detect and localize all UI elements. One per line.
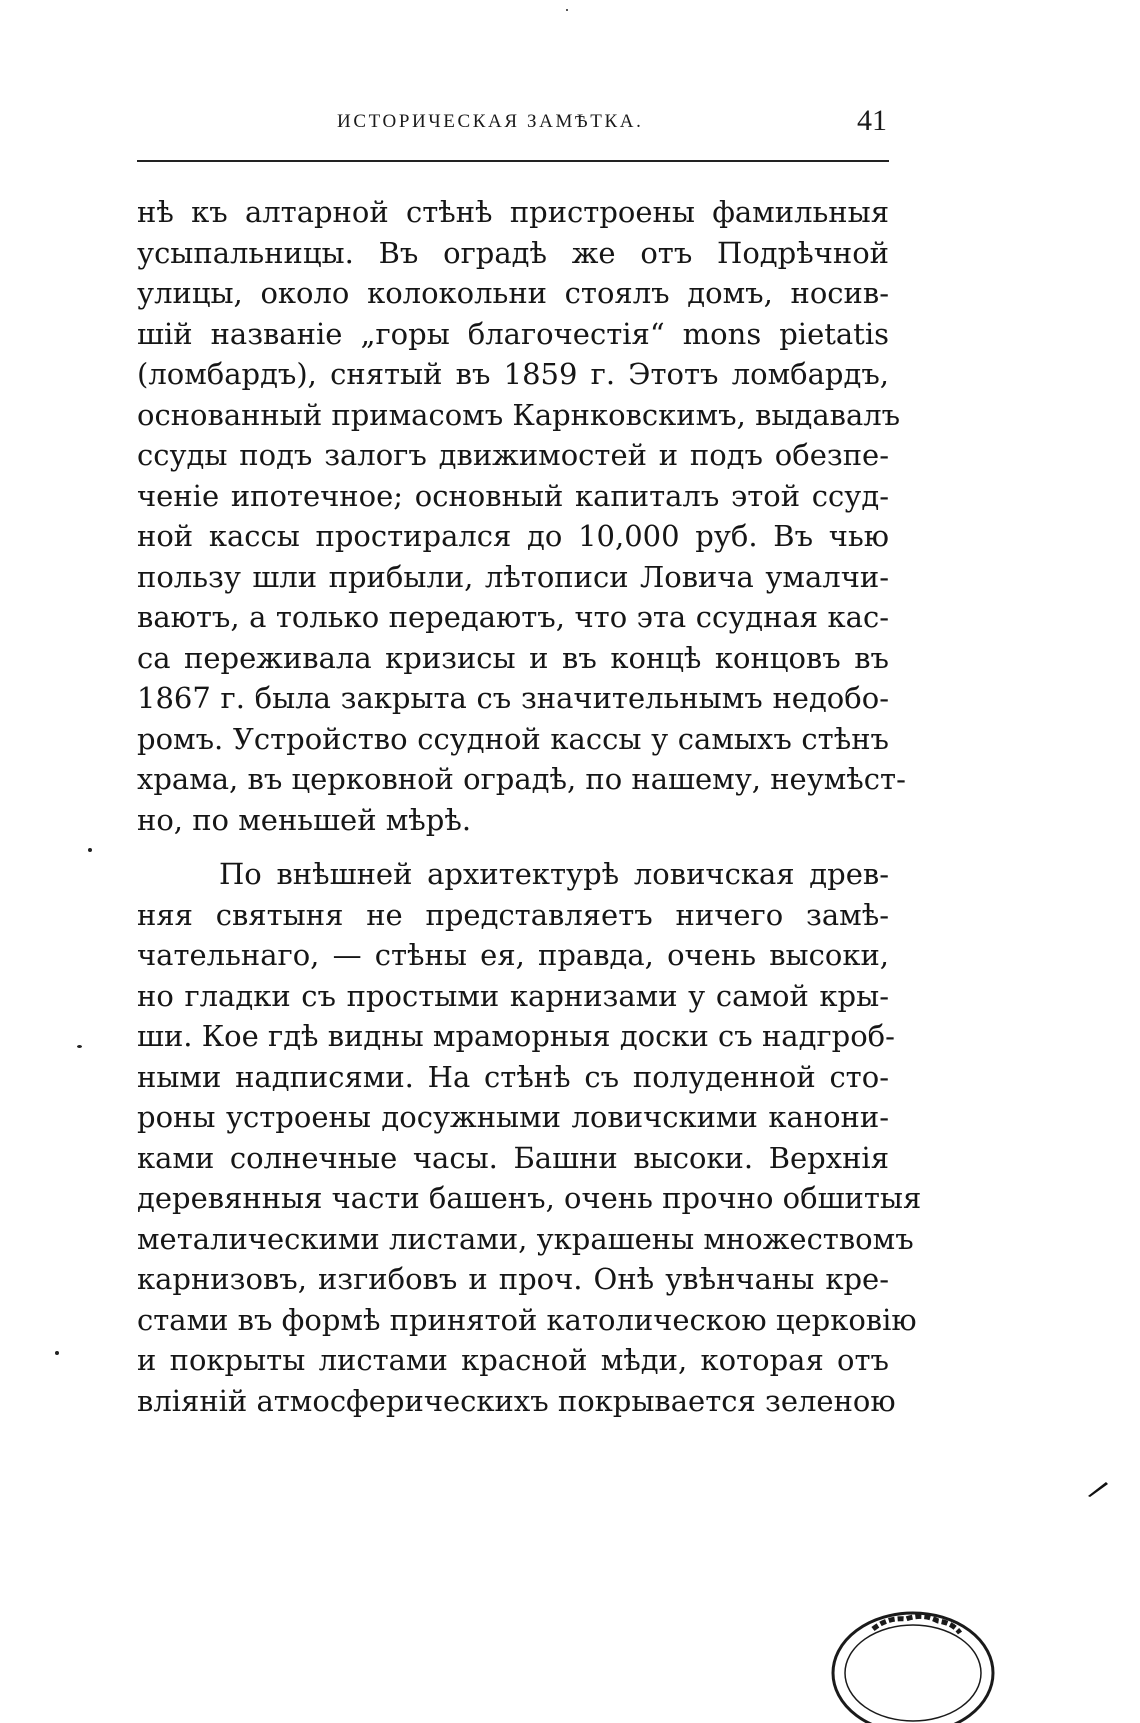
text-line: стами въ формѣ принятой католическою церковію xyxy=(137,1302,917,1337)
text-line: ссуды подъ залогъ движимостей и подъ обезпе- xyxy=(137,438,889,472)
page-header xyxy=(137,103,889,143)
text-line: са переживала кризисы и въ концѣ концовъ въ xyxy=(137,640,889,675)
text-line: основанный примасомъ Карнковскимъ, выдавалъ xyxy=(137,397,901,432)
text-line: храма, въ церковной оградѣ, по нашему, неумѣст- xyxy=(137,762,906,796)
text-line: роны устроены досужными ловичскими канони- xyxy=(137,1100,889,1134)
text-line: и покрыты листами красной мѣди, которая отъ xyxy=(137,1343,889,1377)
pen-mark xyxy=(1086,1478,1110,1498)
text-line: чательнаго, — стѣны ея, правда, очень высоки, xyxy=(137,938,889,972)
text-line: ваютъ, а только передаютъ, что эта ссудная кас- xyxy=(137,600,889,634)
text-line: усыпальницы. Въ оградѣ же отъ Подрѣчной xyxy=(137,235,889,270)
text-line: ромъ. Устройство ссудной кассы у самыхъ стѣнъ xyxy=(137,721,889,756)
scan-speck xyxy=(77,1045,82,1048)
text-line: ными надписями. На стѣнѣ съ полуденной сто- xyxy=(137,1059,889,1094)
text-line: улицы, около колокольни стоялъ домъ, носив- xyxy=(137,276,889,310)
running-title: ИСТОРИЧЕСКАЯ ЗАМѢТКА. xyxy=(337,111,644,132)
text-line: ками солнечные часы. Башни высоки. Верхнія xyxy=(137,1140,889,1175)
text-line: пользу шли прибыли, лѣтописи Ловича умалчи- xyxy=(137,559,889,594)
scan-speck xyxy=(55,1351,59,1355)
text-line: шій названіе „горы благочестія“ mons pietatis xyxy=(137,316,889,351)
text-line: (ломбардъ), снятый въ 1859 г. Этотъ ломбардъ, xyxy=(137,357,889,391)
paragraph-gap xyxy=(137,840,889,854)
text-line: но, по меньшей мѣрѣ. xyxy=(137,802,472,837)
text-line: металическими листами, украшены множествомъ xyxy=(137,1221,914,1256)
text-line: ши. Кое гдѣ видны мраморныя доски съ надгроб- xyxy=(137,1019,895,1053)
text-line: няя святыня не представляетъ ничего замѣ- xyxy=(137,897,889,932)
text-line: ченіе ипотечное; основный капиталъ этой ссуд- xyxy=(137,478,889,513)
text-line: карнизовъ, изгибовъ и проч. Онѣ увѣнчаны кре- xyxy=(137,1262,889,1296)
paragraph-2 xyxy=(137,854,922,1421)
scan-speck xyxy=(88,848,92,852)
page-number: 41 xyxy=(857,104,887,137)
text-line: но гладки съ простыми карнизами у самой кры- xyxy=(137,978,889,1013)
text-line: деревянныя части башенъ, очень прочно обшитыя xyxy=(137,1181,922,1215)
scan-speck xyxy=(566,9,568,11)
body-text xyxy=(137,192,922,1421)
library-stamp xyxy=(828,1603,998,1723)
text-line: 1867 г. была закрыта съ значительнымъ недобо- xyxy=(137,681,889,715)
text-line: По внѣшней архитектурѣ ловичская древ- xyxy=(219,857,889,891)
text-line: вліяній атмосферическихъ покрывается зеленою xyxy=(137,1383,896,1418)
paragraph-1 xyxy=(137,192,906,840)
text-line: ной кассы простирался до 10,000 руб. Въ чью xyxy=(137,519,889,553)
text-line: нѣ къ алтарной стѣнѣ пристроены фамильныя xyxy=(137,195,889,229)
header-rule xyxy=(137,160,889,162)
